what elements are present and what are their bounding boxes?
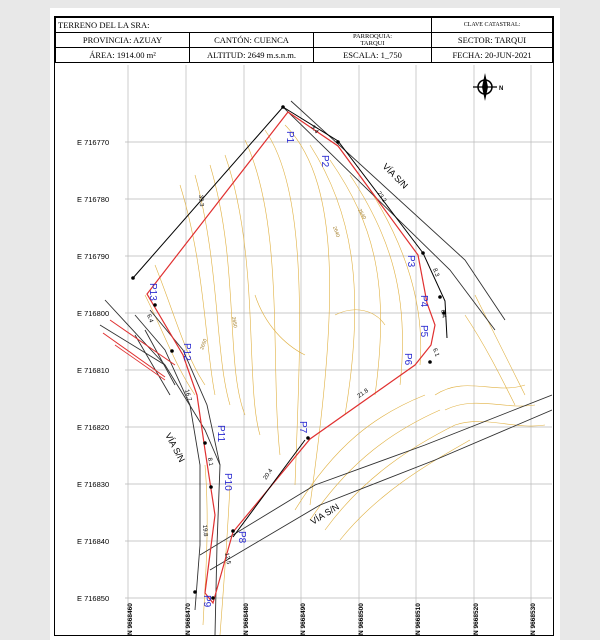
distance-label: 9.4 [309,124,320,135]
survey-marker [421,251,425,255]
northing-label: N 9668500 [358,603,365,635]
point-label: P5 [418,325,429,338]
northing-label: N 9668520 [473,603,480,635]
altitude-field: ALTITUD: 2649 m.s.n.m. [190,48,314,63]
offset-line [133,107,283,278]
topographic-map [55,65,552,635]
contour-line [255,295,305,355]
easting-label: E 716830 [77,480,110,489]
road-edge [210,410,552,570]
point-label: P12 [181,343,192,361]
contour-line [435,385,525,395]
survey-marker [231,529,235,533]
survey-marker [203,441,207,445]
distance-label: 23.2 [375,190,387,204]
northing-label: N 9668530 [530,603,537,635]
point-label: P3 [405,255,416,268]
plan-frame [54,16,554,636]
survey-marker [170,349,174,353]
survey-marker [281,105,285,109]
distance-label: 8.1 [206,457,214,467]
distance-label: 6.4 [145,313,154,324]
contour-line [455,421,545,426]
cadastral-key-field: CLAVE CATASTRAL: [432,18,553,33]
northing-label: N 9668460 [127,603,134,635]
offset-lines [133,107,447,537]
easting-label: E 716790 [77,252,110,261]
owner-field: TERRENO DEL LA SRA: [56,18,432,33]
contour-line [245,140,280,455]
easting-label: E 716810 [77,366,110,375]
province-field: PROVINCIA: AZUAY [56,33,190,48]
red-line [115,345,165,380]
easting-label: E 716780 [77,195,110,204]
easting-label: E 716770 [77,138,110,147]
title-block [55,17,553,63]
point-label: P10 [222,473,233,491]
red-line [110,320,175,365]
plan-sheet [50,8,560,640]
contour-line [475,295,525,395]
survey-marker [131,276,135,280]
distance-label: 12.5 [223,552,231,565]
north-label: N [499,86,504,92]
road-label: VÍA S/N [163,431,187,464]
parish-field [314,33,432,48]
parish-text: PARROQUIA: TARQUI [352,33,393,47]
easting-label: E 716820 [77,423,110,432]
contour-lines [145,125,545,635]
easting-label: E 716800 [77,309,110,318]
survey-marker [153,303,157,307]
distance-label: 21.8 [356,388,370,400]
contour-labels [199,208,367,351]
date-field: FECHA: 20-JUN-2021 [432,48,553,63]
point-label: P9 [201,595,212,608]
point-label: P6 [402,353,413,366]
distance-label: 39.3 [197,194,205,207]
contour-line [210,165,245,415]
point-label: P7 [297,421,308,434]
easting-label: E 716850 [77,594,110,603]
area-field: ÁREA: 1914.00 m² [56,48,190,63]
contour-label: 2640 [331,225,341,239]
survey-marker [193,590,197,594]
distance-label: 6.1 [431,347,440,358]
road-label: VÍA S/N [380,161,410,191]
point-label: P13 [147,283,158,301]
point-label: P2 [319,155,330,168]
distance-label: 19.8 [201,524,209,537]
scale-field: ESCALA: 1_750 [314,48,432,63]
northing-label: N 9668470 [185,603,192,635]
contour-label: 2650 [230,316,238,329]
survey-marker [438,295,442,299]
northing-label: N 9668480 [243,603,250,635]
survey-marker [428,360,432,364]
point-label: P8 [236,531,247,544]
contour-line [335,310,385,325]
northing-label: N 9668490 [300,603,307,635]
road-edge [283,107,495,330]
contour-label: 2640 [356,208,368,221]
contour-label: 2650 [199,338,209,351]
contour-line [180,185,215,395]
contour-line [310,145,355,415]
distance-label: 16.7 [183,388,192,402]
point-label: P4 [418,295,429,308]
north-arrow [473,73,503,101]
point-label: P11 [215,425,226,443]
contour-line [285,125,330,505]
point-label: P1 [284,131,295,144]
sector-field: SECTOR: TARQUI [432,33,553,48]
contour-line [350,175,403,385]
point-labels [147,131,429,608]
canton-field: CANTÓN: CUENCA [190,33,314,48]
survey-marker [336,140,340,144]
distance-label: 6.4 [439,309,447,319]
northing-labels [127,603,537,635]
northing-label: N 9668510 [415,603,422,635]
road-label: VÍA S/N [308,501,341,527]
easting-labels [77,138,109,635]
contour-line [262,130,300,485]
survey-marker [306,436,310,440]
survey-marker [209,485,213,489]
easting-label: E 716840 [77,537,110,546]
road-edge [200,395,552,555]
distance-label: 20.4 [262,468,275,482]
distance-label: 8.3 [431,267,440,278]
